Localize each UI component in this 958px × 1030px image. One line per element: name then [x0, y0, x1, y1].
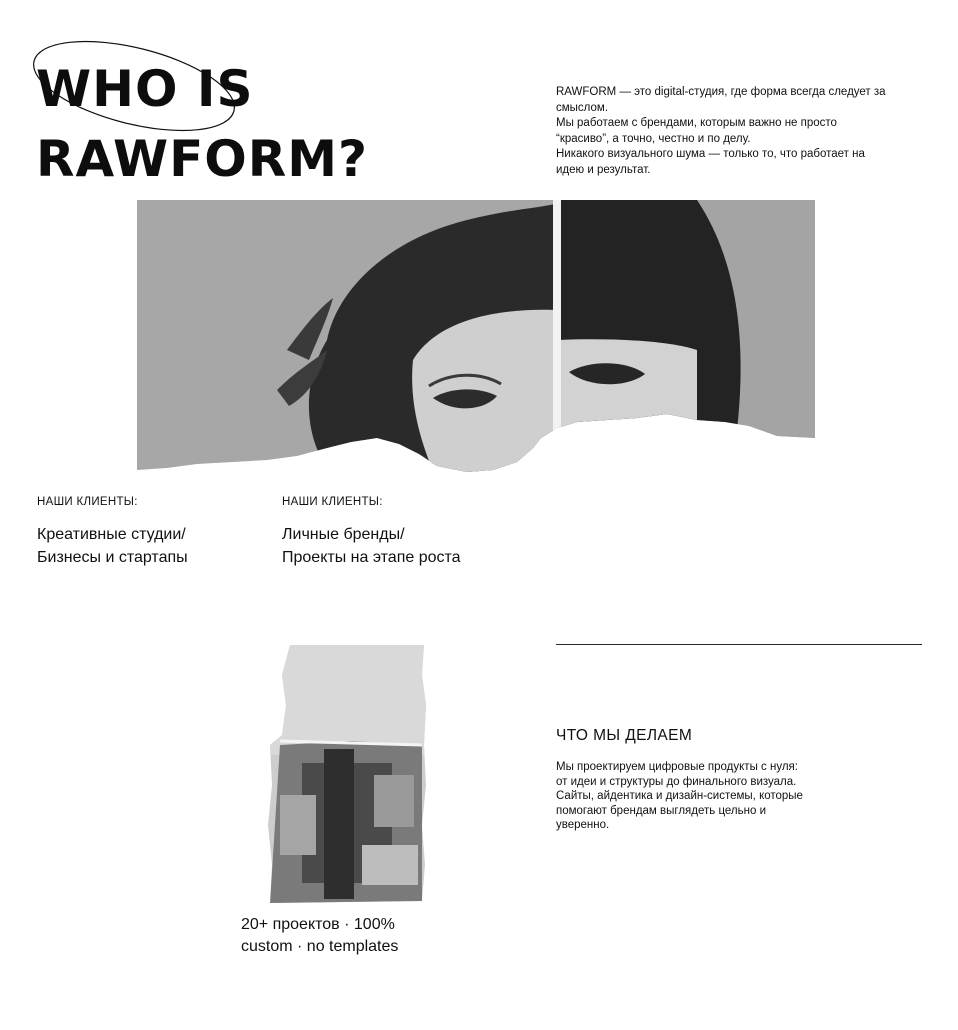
services-line: помогают брендам выглядеть цельно и — [556, 804, 767, 817]
intro-paragraph-1: RAWFORM — это digital-студия, где форма всегда следует за смыслом. — [556, 86, 886, 114]
stats-text — [241, 914, 398, 958]
clients-label-1: НАШИ КЛИЕНТЫ: — [37, 496, 138, 508]
clients-list-1 — [37, 523, 188, 569]
title-line-1: WHO IS — [36, 60, 254, 118]
services-description — [556, 760, 886, 833]
intro-paragraph-3: Никакого визуального шума — только то, что работает на идею и результат. — [556, 148, 865, 176]
services-line: уверенно. — [556, 819, 610, 832]
intro-text — [556, 85, 886, 178]
client-line: Проекты на этапе роста — [282, 549, 461, 566]
services-line: от идеи и структуры до финального визуала. — [556, 775, 797, 788]
stats-line: 20+ проектов · 100% — [241, 916, 395, 933]
torn-strip-photo — [262, 645, 430, 903]
client-line: Креативные студии/ — [37, 526, 186, 543]
page-title — [36, 54, 506, 194]
clients-label-2: НАШИ КЛИЕНТЫ: — [282, 496, 383, 508]
title-line-2: RAWFORM? — [36, 130, 369, 188]
services-line: Мы проектируем цифровые продукты с нуля: — [556, 761, 798, 773]
client-line: Личные бренды/ — [282, 526, 405, 543]
section-divider — [556, 644, 922, 645]
clients-list-2 — [282, 523, 461, 569]
hero-portrait-photo — [137, 200, 815, 480]
intro-paragraph-2: Мы работаем с брендами, которым важно не просто “красиво”, а точно, честно и по делу. — [556, 117, 837, 145]
stats-line: custom · no templates — [241, 938, 399, 955]
services-title: ЧТО МЫ ДЕЛАЕМ — [556, 727, 693, 744]
services-line: Сайты, айдентика и дизайн-системы, которые — [556, 790, 803, 803]
client-line: Бизнесы и стартапы — [37, 549, 188, 566]
